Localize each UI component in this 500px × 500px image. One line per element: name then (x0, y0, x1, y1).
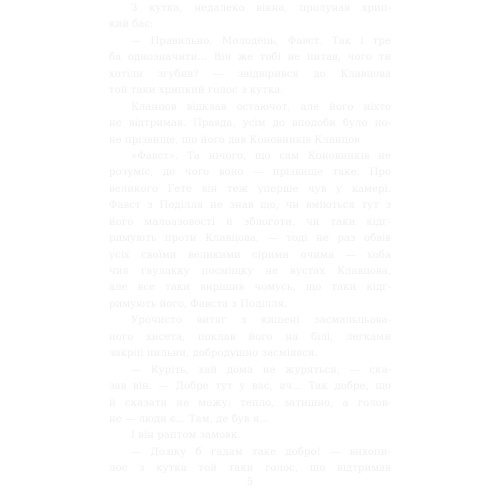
text-line: кий бас: (109, 19, 154, 31)
text-line: Урочисто витяг з кишені засмальцьова- (131, 315, 391, 327)
text-line: римують його, Фавста з Поділля. (109, 298, 288, 310)
text-line: — Куріть, хай дома не журяться, — ска- (131, 364, 391, 376)
text-line: римують проти Клавцова, — тоді не раз обвів (109, 233, 391, 245)
text-line: З кутка, недалеко вікна, пролунав хрип- (131, 3, 391, 14)
text-line: ного хисета, поклав його на білі, легками (109, 331, 391, 343)
text-line: хотіли згубив? — звідвірився до Клавцова (109, 68, 391, 80)
text-line: але все таки вирішив чомусь, що таки кідг- (109, 282, 391, 294)
text-line: не прізвище, що його дав Коновників Кланцов (109, 134, 360, 146)
text-line: Фавст з Поділля не знав що, чи вміються тут з (109, 200, 391, 212)
text-line: лос з кутка той таки голос, що відтримав (109, 463, 391, 475)
text-line: — Дозіку б гадам таке добро! — вихопи- (131, 446, 391, 458)
text-line: «Фавст». Та нічого, що сам Коновників не (131, 150, 391, 162)
body-text (109, 1, 391, 478)
text-line: усіх своїми великими сірими очима — хоба (109, 249, 391, 261)
page-number: 5 (246, 477, 254, 488)
text-line: той таки хрипкий голос з кутка. (109, 85, 284, 97)
text-line: й сказати не можу: тепло, затишно, а голов- (109, 397, 391, 409)
text-line: не — люди є... Там, де був я... (109, 413, 269, 425)
text-line: — Правильно. Молодець, Фавст. Так і тре (131, 35, 391, 47)
text-line: Кланцов відклав остаючот, але його ніхто (131, 101, 391, 113)
text-line: зав він. — Добре тут у вас, ач... Так добре, що (109, 381, 391, 393)
text-line: І він раптом замовк. (131, 430, 241, 442)
text-line: його малоазовості й зблоготи, чи таки кідг- (109, 216, 391, 228)
text-line: великого Гете він теж уперше чув у камері. (109, 183, 391, 195)
text-line: розуміє, до чого воно — прізвище таке. Про (109, 167, 391, 179)
text-line: чия гаулакку посміщку не вустах Клавцова, (109, 266, 391, 277)
text-line: не відтримав. Правда, усім до вподоби було но- (109, 118, 391, 130)
text-line: закрпі пильни, добродушно засміявся. (109, 348, 318, 360)
text-line: ба однозначити... Він же тобі не питав, чого ти (109, 52, 391, 64)
